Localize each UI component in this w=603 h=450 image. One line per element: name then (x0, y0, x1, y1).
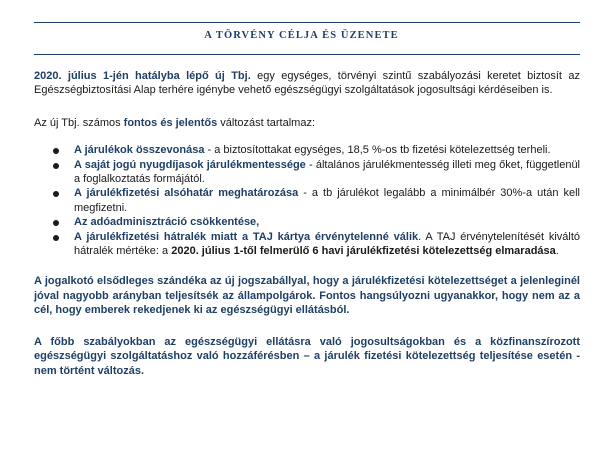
list-item-text: - általános járulékmentesség illeti meg őket, függetlenül a foglalkoztatás formájától. (74, 158, 581, 186)
changes-intro-after: változást tartalmaz: (217, 116, 316, 129)
list-item-text: - a biztosítottakat egységes, 18,5 %-os tb fizetési kötelezettség terheli. (204, 144, 551, 157)
bullet-icon (53, 235, 59, 241)
list-item-bold: A járulékfizetési alsóhatár meghatározása (74, 187, 299, 200)
bullet-icon (53, 220, 59, 226)
list-item-text: - a tb járulékot legalább a minimálbér 30%-a után kell megfizetni. (74, 187, 580, 214)
intro-text: egy egységes, törvényi szintű szabályozási keretet biztosít az Egészségbiztosítási Alap terhére igénybe vehető egészségügyi szolgáltatások jogosultsági kérdéseiben is. (34, 70, 580, 97)
list-item-bold: A járulékok összevonása (74, 144, 205, 157)
list-item-bold: Az adóadminisztráció csökkentése, (74, 216, 260, 229)
changes-intro-before: Az új Tbj. számos (34, 116, 124, 129)
changes-intro-bold: fontos és jelentős (123, 116, 218, 129)
list-item (34, 143, 580, 157)
list-item-end: . (555, 245, 559, 258)
intent-paragraph: A jogalkotó elsődleges szándéka az új jogszabállyal, hogy a járulékfizetési kötelezettséget a jelenleginél jóval nagyobb arányban teljesítsék az állampolgárok. Fontos hangsúlyozni ugyanakkor, hogy nem az a cél, hogy emberek rekedjenek ki az egészségügyi ellátásból. (34, 275, 580, 317)
section-title: A TÖRVÉNY CÉLJA ÉS ÜZENETE (204, 30, 399, 41)
document-body (34, 69, 580, 378)
intro-paragraph (34, 69, 580, 98)
rules-paragraph: A főbb szabályokban az egészségügyi ellátásra való jogosultságokban és a közfinanszírozott egészségügyi szolgáltatáshoz való hozzáférésben – a járulék fizetési kötelezettség teljesítése esetén - nem történt változás. (34, 335, 580, 377)
list-item (34, 158, 580, 187)
list-item (34, 215, 580, 229)
list-item-bold-secondary: 2020. július 1-től felmerülő 6 havi járulékfizetési kötelezettség elmaradása (171, 245, 556, 258)
changes-list (34, 143, 580, 258)
list-item-bold: A járulékfizetési hátralék miatt a TAJ kártya érvénytelenné válik (74, 230, 419, 243)
top-divider (34, 22, 580, 23)
changes-intro-paragraph (34, 116, 580, 130)
list-item (34, 186, 580, 215)
title-divider (34, 54, 580, 55)
bullet-icon (53, 148, 59, 154)
list-item (34, 230, 580, 259)
intro-bold-lead: 2020. július 1-jén hatályba lépő új Tbj. (34, 70, 251, 82)
list-item-text: . A TAJ érvénytelenítését kiváltó hátralék mértéke: a (74, 230, 581, 258)
bullet-icon (53, 191, 59, 197)
bullet-icon (53, 163, 59, 169)
list-item-bold: A saját jogú nyugdíjasok járulékmentessége (74, 158, 306, 171)
